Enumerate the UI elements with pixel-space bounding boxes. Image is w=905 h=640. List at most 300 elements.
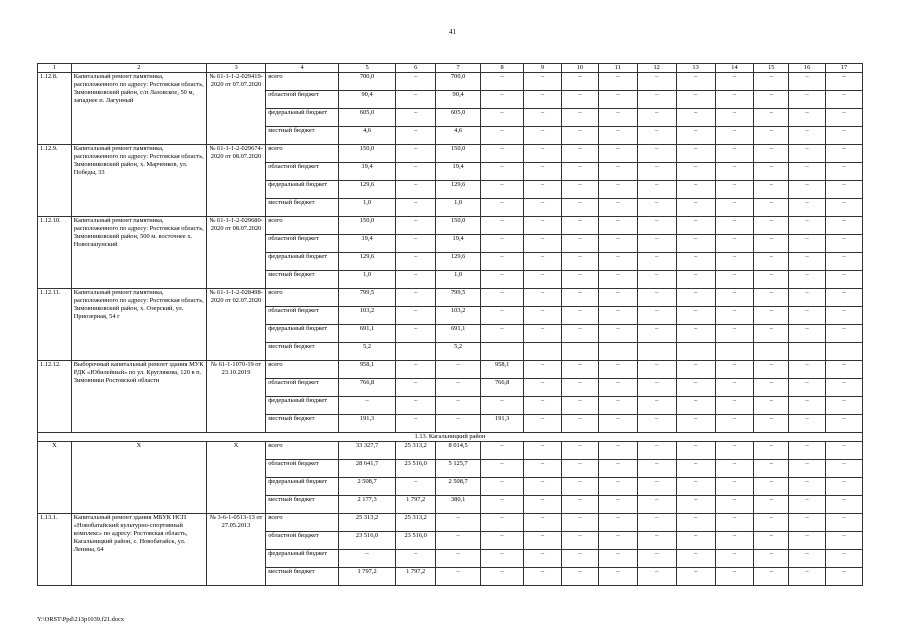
amount-year-8: –	[676, 253, 715, 271]
amount-year-4: –	[524, 145, 562, 163]
funding-source: федеральный бюджет	[266, 253, 339, 271]
amount-year-2: 103,2	[436, 307, 481, 325]
amount-year-6: –	[598, 181, 637, 199]
amount-year-1: –	[396, 289, 436, 307]
amount-year-10: –	[754, 307, 789, 325]
amount-year-8: –	[676, 145, 715, 163]
amount-total: 191,3	[338, 415, 395, 433]
amount-year-2: –	[436, 397, 481, 415]
amount-year-2: 90,4	[436, 91, 481, 109]
amount-year-7: –	[637, 235, 676, 253]
amount-year-1: –	[396, 109, 436, 127]
amount-year-10: –	[754, 496, 789, 514]
amount-year-6: –	[598, 325, 637, 343]
amount-year-4: –	[524, 289, 562, 307]
column-number: 7	[436, 64, 481, 73]
amount-year-11: –	[789, 496, 826, 514]
amount-year-3: 958,1	[481, 361, 524, 379]
amount-total: 5,2	[338, 343, 395, 361]
funding-source: всего	[266, 145, 339, 163]
amount-year-1: –	[396, 73, 436, 91]
amount-total: 150,0	[338, 145, 395, 163]
amount-year-1: –	[396, 307, 436, 325]
amount-year-1: –	[396, 550, 436, 568]
funding-source: федеральный бюджет	[266, 397, 339, 415]
amount-year-9: –	[715, 397, 754, 415]
amount-year-11: –	[789, 199, 826, 217]
header-row	[38, 64, 863, 73]
document-number: № 3-6-1-0513-13 от 27.05.2013	[206, 514, 265, 586]
amount-year-4: –	[524, 514, 562, 532]
amount-year-3: –	[481, 496, 524, 514]
table-row	[38, 73, 863, 91]
amount-year-10: –	[754, 478, 789, 496]
amount-year-7: –	[637, 460, 676, 478]
item-description: Выборочный капитальный ремонт здания МУК РДК «Юбилейный» по ул. Круглякова, 120 в п. Зимовники Ростовской области	[71, 361, 206, 433]
column-number: 3	[206, 64, 265, 73]
column-number: 13	[676, 64, 715, 73]
amount-year-3: –	[481, 271, 524, 289]
amount-year-4: –	[524, 397, 562, 415]
amount-total: 958,1	[338, 361, 395, 379]
amount-year-1: –	[396, 478, 436, 496]
amount-year-6: –	[598, 127, 637, 145]
amount-year-2: –	[436, 550, 481, 568]
amount-year-12: –	[826, 217, 863, 235]
item-number: 1.13.1.	[38, 514, 72, 586]
amount-year-10: –	[754, 127, 789, 145]
amount-year-1: –	[396, 199, 436, 217]
amount-year-2: 150,0	[436, 145, 481, 163]
amount-year-8: –	[676, 361, 715, 379]
funding-source: федеральный бюджет	[266, 478, 339, 496]
funding-source: местный бюджет	[266, 271, 339, 289]
amount-year-7: –	[637, 127, 676, 145]
amount-year-11: –	[789, 73, 826, 91]
amount-year-12: –	[826, 325, 863, 343]
amount-year-7: –	[637, 397, 676, 415]
amount-year-3: –	[481, 235, 524, 253]
amount-total: 766,8	[338, 379, 395, 397]
amount-total: 4,6	[338, 127, 395, 145]
amount-total: –	[338, 550, 395, 568]
section-title: 1.13. Кагальницкий район	[38, 433, 863, 442]
amount-year-10: –	[754, 271, 789, 289]
amount-year-9: –	[715, 91, 754, 109]
amount-year-3	[481, 343, 524, 361]
amount-year-11: –	[789, 442, 826, 460]
amount-year-10: –	[754, 325, 789, 343]
item-description: Капитальный ремонт памятника, расположенного по адресу: Ростовская область, Зимовниковский район, с/п Лазовское, 50 м, западнее п. Лагунный	[71, 73, 206, 145]
column-number: 2	[71, 64, 206, 73]
amount-year-5: –	[562, 271, 599, 289]
funding-source: всего	[266, 73, 339, 91]
amount-year-4: –	[524, 568, 562, 586]
amount-year-1: –	[396, 235, 436, 253]
amount-year-9: –	[715, 217, 754, 235]
amount-year-8: –	[676, 199, 715, 217]
item-description: Капитальный ремонт памятника, расположенного по адресу: Ростовская область, Зимовниковский район, х. Марченков, ул. Победы, 33	[71, 145, 206, 217]
amount-year-10: –	[754, 235, 789, 253]
amount-year-3: 766,8	[481, 379, 524, 397]
amount-year-6: –	[598, 163, 637, 181]
amount-year-1: –	[396, 127, 436, 145]
amount-year-2: 8 014,5	[436, 442, 481, 460]
amount-year-3: –	[481, 442, 524, 460]
amount-year-9: –	[715, 379, 754, 397]
amount-year-5: –	[562, 514, 599, 532]
amount-year-1: –	[396, 181, 436, 199]
amount-year-9: –	[715, 307, 754, 325]
amount-year-6: –	[598, 361, 637, 379]
amount-year-7: –	[637, 289, 676, 307]
amount-year-9: –	[715, 478, 754, 496]
table-row	[38, 145, 863, 163]
amount-year-10: –	[754, 199, 789, 217]
amount-year-2: 129,6	[436, 253, 481, 271]
amount-year-8: –	[676, 496, 715, 514]
amount-year-5	[562, 343, 599, 361]
amount-year-12: –	[826, 163, 863, 181]
amount-year-6: –	[598, 460, 637, 478]
funding-source: областной бюджет	[266, 91, 339, 109]
amount-year-3: –	[481, 289, 524, 307]
amount-year-11: –	[789, 478, 826, 496]
amount-year-12: –	[826, 91, 863, 109]
table-row	[38, 289, 863, 307]
amount-year-11: –	[789, 460, 826, 478]
amount-year-8: –	[676, 397, 715, 415]
amount-year-3: –	[481, 478, 524, 496]
funding-source: местный бюджет	[266, 568, 339, 586]
amount-year-7: –	[637, 307, 676, 325]
amount-year-7: –	[637, 271, 676, 289]
amount-year-7: –	[637, 109, 676, 127]
amount-year-12: –	[826, 127, 863, 145]
x-mark: Х	[38, 442, 72, 514]
amount-year-12: –	[826, 181, 863, 199]
amount-year-9: –	[715, 568, 754, 586]
amount-year-3: –	[481, 127, 524, 145]
amount-year-12: –	[826, 415, 863, 433]
amount-year-5: –	[562, 532, 599, 550]
amount-year-5: –	[562, 109, 599, 127]
amount-year-8: –	[676, 235, 715, 253]
amount-year-4: –	[524, 478, 562, 496]
amount-year-3: –	[481, 91, 524, 109]
amount-total: 103,2	[338, 307, 395, 325]
amount-year-12: –	[826, 271, 863, 289]
funding-source: местный бюджет	[266, 199, 339, 217]
amount-year-4: –	[524, 181, 562, 199]
amount-year-10: –	[754, 415, 789, 433]
amount-year-9: –	[715, 145, 754, 163]
amount-total: 19,4	[338, 163, 395, 181]
amount-year-7: –	[637, 181, 676, 199]
amount-year-2: –	[436, 415, 481, 433]
amount-year-9: –	[715, 361, 754, 379]
amount-year-3: –	[481, 325, 524, 343]
amount-year-11: –	[789, 325, 826, 343]
funding-source: областной бюджет	[266, 379, 339, 397]
amount-total: 799,5	[338, 289, 395, 307]
document-number: № 61-1-1-2-028498-2020 от 02.07.2020	[206, 289, 265, 361]
amount-year-2: 799,5	[436, 289, 481, 307]
amount-total: 700,0	[338, 73, 395, 91]
amount-year-6: –	[598, 415, 637, 433]
amount-year-4: –	[524, 235, 562, 253]
item-number: 1.12.8.	[38, 73, 72, 145]
amount-year-12: –	[826, 568, 863, 586]
amount-year-12: –	[826, 460, 863, 478]
amount-year-9: –	[715, 514, 754, 532]
funding-source: местный бюджет	[266, 415, 339, 433]
amount-year-9: –	[715, 442, 754, 460]
amount-total: –	[338, 397, 395, 415]
amount-year-8: –	[676, 532, 715, 550]
amount-year-3: –	[481, 307, 524, 325]
amount-year-7: –	[637, 496, 676, 514]
amount-year-2: –	[436, 514, 481, 532]
funding-source: местный бюджет	[266, 343, 339, 361]
amount-year-9: –	[715, 415, 754, 433]
column-number: 1	[38, 64, 72, 73]
amount-year-9: –	[715, 127, 754, 145]
amount-year-12: –	[826, 235, 863, 253]
amount-year-8: –	[676, 127, 715, 145]
column-number: 11	[598, 64, 637, 73]
amount-year-1: –	[396, 91, 436, 109]
amount-year-6: –	[598, 109, 637, 127]
amount-year-9: –	[715, 271, 754, 289]
amount-year-5: –	[562, 415, 599, 433]
amount-total: 129,6	[338, 181, 395, 199]
amount-year-1: –	[396, 145, 436, 163]
item-description: Капитальный ремонт памятника, расположенного по адресу: Ростовская область, Зимовниковский район, х. Озерский, ул. Приозерная, 54 г	[71, 289, 206, 361]
amount-year-5: –	[562, 217, 599, 235]
amount-year-7: –	[637, 532, 676, 550]
column-number: 12	[637, 64, 676, 73]
amount-year-11: –	[789, 397, 826, 415]
amount-year-10: –	[754, 91, 789, 109]
amount-year-10: –	[754, 442, 789, 460]
amount-year-3: –	[481, 73, 524, 91]
amount-year-2: 5,2	[436, 343, 481, 361]
amount-year-4: –	[524, 379, 562, 397]
amount-year-4: –	[524, 253, 562, 271]
amount-year-7: –	[637, 73, 676, 91]
amount-year-10: –	[754, 460, 789, 478]
amount-year-2: 5 125,7	[436, 460, 481, 478]
amount-year-5: –	[562, 199, 599, 217]
amount-year-12: –	[826, 442, 863, 460]
funding-source: всего	[266, 442, 339, 460]
amount-year-9: –	[715, 73, 754, 91]
amount-year-2: 605,0	[436, 109, 481, 127]
column-number: 6	[396, 64, 436, 73]
item-number: 1.12.9.	[38, 145, 72, 217]
amount-year-1: 1 797,2	[396, 496, 436, 514]
amount-year-6: –	[598, 217, 637, 235]
amount-year-3: –	[481, 568, 524, 586]
amount-year-2: –	[436, 361, 481, 379]
table-row	[38, 361, 863, 379]
amount-year-10	[754, 343, 789, 361]
amount-year-11: –	[789, 415, 826, 433]
amount-year-4: –	[524, 442, 562, 460]
amount-year-11: –	[789, 514, 826, 532]
amount-year-1: –	[396, 253, 436, 271]
amount-year-5: –	[562, 460, 599, 478]
amount-year-4: –	[524, 532, 562, 550]
amount-year-1: –	[396, 415, 436, 433]
amount-year-10: –	[754, 181, 789, 199]
amount-year-4: –	[524, 199, 562, 217]
amount-total: 1,0	[338, 199, 395, 217]
item-description: Капитальный ремонт здания МБУК НСП «Новобатайский культурно-спортивный комплекс» по адресу: Ростовская область, Кагальницкий район, с. Новобатайск, ул. Ленина, 64	[71, 514, 206, 586]
amount-year-1: 23 516,0	[396, 460, 436, 478]
amount-year-6: –	[598, 496, 637, 514]
funding-source: местный бюджет	[266, 127, 339, 145]
column-number: 17	[826, 64, 863, 73]
amount-year-5: –	[562, 397, 599, 415]
amount-year-9: –	[715, 181, 754, 199]
amount-year-11: –	[789, 217, 826, 235]
amount-year-4: –	[524, 163, 562, 181]
section-row	[38, 433, 863, 442]
amount-year-9: –	[715, 109, 754, 127]
amount-year-12: –	[826, 73, 863, 91]
amount-year-9: –	[715, 235, 754, 253]
table-row	[38, 514, 863, 532]
amount-year-11: –	[789, 145, 826, 163]
amount-year-11: –	[789, 289, 826, 307]
amount-year-6: –	[598, 271, 637, 289]
amount-year-12: –	[826, 478, 863, 496]
amount-year-5: –	[562, 307, 599, 325]
amount-year-6: –	[598, 235, 637, 253]
amount-year-8: –	[676, 289, 715, 307]
column-number: 8	[481, 64, 524, 73]
amount-year-11	[789, 343, 826, 361]
amount-year-6: –	[598, 289, 637, 307]
amount-year-8	[676, 343, 715, 361]
amount-year-11: –	[789, 109, 826, 127]
amount-year-1	[396, 343, 436, 361]
amount-year-12: –	[826, 109, 863, 127]
amount-total: 90,4	[338, 91, 395, 109]
amount-year-6	[598, 343, 637, 361]
amount-total: 691,1	[338, 325, 395, 343]
amount-year-12: –	[826, 361, 863, 379]
amount-year-6: –	[598, 91, 637, 109]
funding-source: всего	[266, 289, 339, 307]
amount-year-8: –	[676, 73, 715, 91]
amount-year-1: –	[396, 397, 436, 415]
amount-year-4: –	[524, 127, 562, 145]
table-row	[38, 442, 863, 460]
amount-year-8: –	[676, 163, 715, 181]
amount-year-9: –	[715, 532, 754, 550]
amount-year-8: –	[676, 514, 715, 532]
amount-year-2: 19,4	[436, 235, 481, 253]
amount-year-11: –	[789, 127, 826, 145]
amount-year-5: –	[562, 289, 599, 307]
column-number: 9	[524, 64, 562, 73]
amount-year-4: –	[524, 109, 562, 127]
amount-year-4: –	[524, 217, 562, 235]
amount-year-1: –	[396, 163, 436, 181]
column-number: 15	[754, 64, 789, 73]
amount-year-7: –	[637, 199, 676, 217]
amount-year-10: –	[754, 145, 789, 163]
amount-year-7: –	[637, 442, 676, 460]
amount-year-3: –	[481, 181, 524, 199]
amount-year-7: –	[637, 253, 676, 271]
amount-year-7: –	[637, 217, 676, 235]
funding-source: федеральный бюджет	[266, 325, 339, 343]
amount-year-4: –	[524, 415, 562, 433]
item-description: Капитальный ремонт памятника, расположенного по адресу: Ростовская область, Зимовниковский район, 500 м. восточнее х. Новогашунский	[71, 217, 206, 289]
amount-year-2: –	[436, 532, 481, 550]
amount-year-8: –	[676, 415, 715, 433]
amount-year-8: –	[676, 91, 715, 109]
amount-year-10: –	[754, 289, 789, 307]
amount-year-1: 1 797,2	[396, 568, 436, 586]
amount-year-8: –	[676, 568, 715, 586]
table-row	[38, 217, 863, 235]
amount-year-7: –	[637, 415, 676, 433]
amount-year-9: –	[715, 496, 754, 514]
amount-year-11: –	[789, 532, 826, 550]
amount-year-4: –	[524, 361, 562, 379]
amount-year-8: –	[676, 442, 715, 460]
amount-year-12: –	[826, 532, 863, 550]
amount-year-11: –	[789, 235, 826, 253]
amount-year-5: –	[562, 478, 599, 496]
amount-year-6: –	[598, 568, 637, 586]
amount-year-10: –	[754, 361, 789, 379]
amount-year-6: –	[598, 550, 637, 568]
amount-total: 28 641,7	[338, 460, 395, 478]
amount-year-9: –	[715, 199, 754, 217]
amount-year-1: –	[396, 379, 436, 397]
amount-year-3: –	[481, 145, 524, 163]
amount-year-5: –	[562, 235, 599, 253]
amount-year-1: 23 516,0	[396, 532, 436, 550]
amount-year-10: –	[754, 163, 789, 181]
amount-year-7: –	[637, 550, 676, 568]
amount-year-5: –	[562, 550, 599, 568]
amount-year-2: 691,1	[436, 325, 481, 343]
amount-year-4: –	[524, 325, 562, 343]
file-path-footer: Y:\ORST\Ppd\213p1039.f21.docx	[37, 616, 125, 623]
amount-year-7: –	[637, 568, 676, 586]
funding-source: областной бюджет	[266, 460, 339, 478]
amount-year-5: –	[562, 73, 599, 91]
amount-year-11: –	[789, 181, 826, 199]
amount-total: 605,0	[338, 109, 395, 127]
amount-year-5: –	[562, 181, 599, 199]
amount-year-8: –	[676, 181, 715, 199]
amount-year-3: –	[481, 514, 524, 532]
amount-year-12: –	[826, 496, 863, 514]
amount-year-6: –	[598, 253, 637, 271]
amount-year-10: –	[754, 379, 789, 397]
amount-year-10: –	[754, 109, 789, 127]
funding-source: федеральный бюджет	[266, 109, 339, 127]
amount-year-7: –	[637, 163, 676, 181]
